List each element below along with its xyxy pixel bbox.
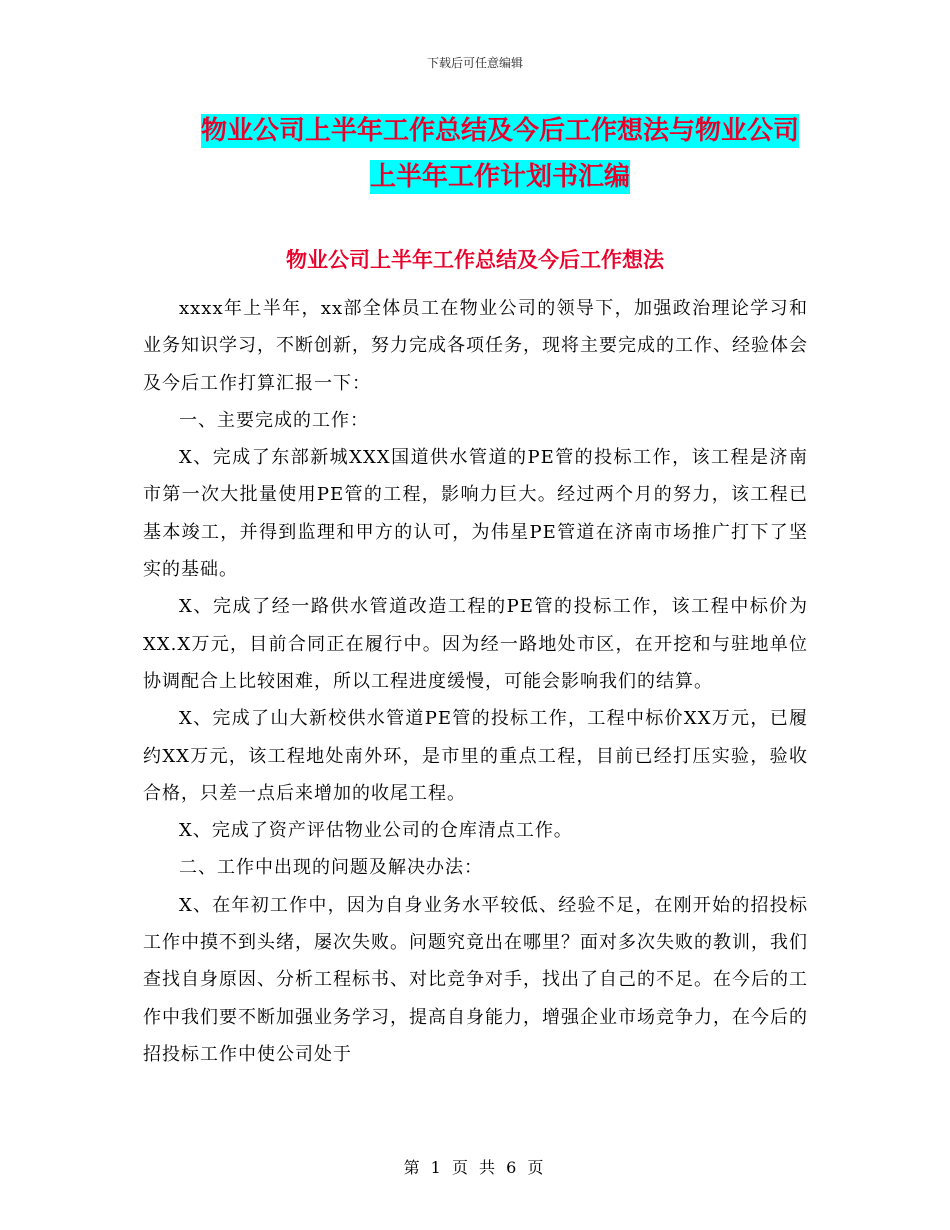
heading-completed-work: 一、主要完成的工作： — [179, 409, 369, 431]
document-title — [100, 108, 900, 200]
heading-problems: 二、工作中出现的问题及解决办法： — [179, 857, 483, 879]
document-body — [143, 290, 808, 1073]
paragraph-item: X、完成了东部新城XXX国道供水管道的PE管的投标工作，该工程是济南市第一次大批量使用PE管的工程，影响力巨大。经过两个月的努力，该工程已基本竣工，并得到监理和甲方的认可，为伟星PE管道在济南市场推广打下了坚实的基础。 — [143, 447, 808, 581]
paragraph-item: X、完成了山大新校供水管道PE管的投标工作，工程中标价XX万元，已履约XX万元，该工程地处南外环，是市里的重点工程，目前已经打压实验，验收合格，只差一点后来增加的收尾工程。 — [143, 708, 808, 804]
paragraph-item: X、完成了资产评估物业公司的仓库清点工作。 — [179, 820, 573, 842]
title-line-2: 上半年工作计划书汇编 — [369, 162, 630, 192]
title-line-1: 物业公司上半年工作总结及今后工作想法与物业公司 — [200, 116, 799, 146]
section-title: 物业公司上半年工作总结及今后工作想法 — [286, 248, 664, 272]
header-note: 下载后可任意编辑 — [426, 56, 523, 70]
paragraph-item: X、完成了经一路供水管道改造工程的PE管的投标工作，该工程中标价为XX.X万元，目前合同正在履行中。因为经一路地处市区，在开挖和与驻地单位协调配合上比较困难，所以工程进度缓慢，可能会影响我们的结算。 — [143, 596, 808, 692]
paragraph-intro: xxxx年上半年，xx部全体员工在物业公司的领导下，加强政治理论学习和业务知识学习，不断创新，努力完成各项任务，现将主要完成的工作、经验体会及今后工作打算汇报一下： — [143, 298, 808, 394]
paragraph-item: X、在年初工作中，因为自身业务水平较低、经验不足，在刚开始的招投标工作中摸不到头绪，屡次失败。问题究竟出在哪里？面对多次失败的教训，我们查找自身原因、分析工程标书、对比竞争对手，找出了自己的不足。在今后的工作中我们要不断加强业务学习，提高自身能力，增强企业市场竞争力，在今后的招投标工作中使公司处于 — [143, 894, 808, 1065]
page-footer: 第 1 页 共 6 页 — [403, 1158, 547, 1177]
